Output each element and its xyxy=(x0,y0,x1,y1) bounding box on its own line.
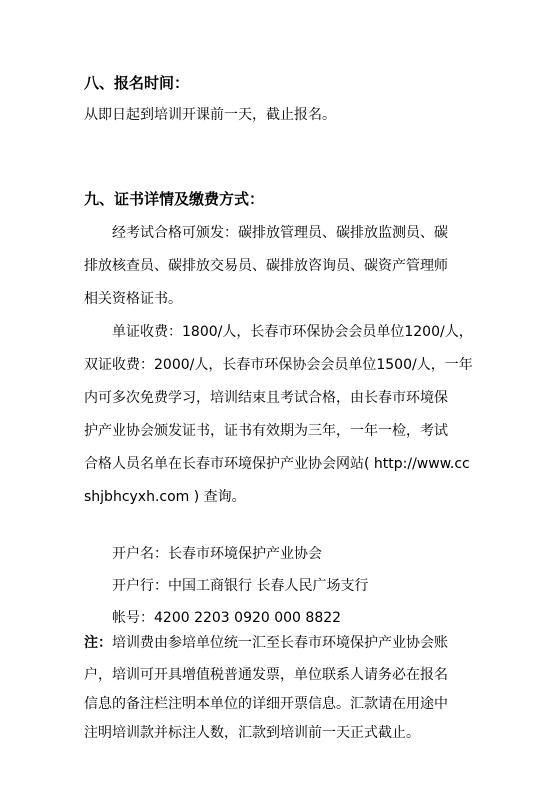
paragraph-line: 经考试合格可颁发：碳排放管理员、碳排放监测员、碳 xyxy=(112,225,448,241)
paragraph-line: 内可多次免费学习，培训结束且考试合格，由长春市环境保 xyxy=(84,390,448,406)
bank-name: 开户行：中国工商银行 长春人民广场支行 xyxy=(112,578,369,594)
paragraph-line: 合格人员名单在长春市环境保护产业协会网站( http://www.cc xyxy=(84,456,470,472)
account-number: 帐号：4200 2203 0920 000 8822 xyxy=(112,610,342,626)
note-line: 户，培训可开具增值税普通发票，单位联系人请务必在报名 xyxy=(84,667,448,683)
note-label: 注： xyxy=(84,635,112,651)
paragraph-line: 排放核查员、碳排放交易员、碳排放咨询员、碳资产管理师 xyxy=(84,258,448,274)
section-9-heading: 九、证书详情及缴费方式： xyxy=(84,190,265,208)
paragraph-line: 护产业协会颁发证书，证书有效期为三年，一年一检，考试 xyxy=(84,423,448,439)
note-line: 注明培训款并标注人数，汇款到培训前一天正式截止。 xyxy=(84,725,420,741)
paragraph-line: 双证收费：2000/人，长春市环保协会会员单位1500/人，一年 xyxy=(84,357,473,373)
account-name: 开户名：长春市环境保护产业协会 xyxy=(112,546,322,562)
note-text: 培训费由参培单位统一汇至长春市环境保护产业协会账 xyxy=(112,635,448,651)
section-8-heading: 八、报名时间： xyxy=(84,74,190,92)
paragraph-line: 相关资格证书。 xyxy=(84,291,182,307)
paragraph-line: shjbhcyxh.com ) 查询。 xyxy=(84,489,246,505)
note-line: 信息的备注栏注明本单位的详细开票信息。汇款请在用途中 xyxy=(84,696,448,712)
section-8-text: 从即日起到培训开课前一天，截止报名。 xyxy=(84,107,336,123)
note-line xyxy=(84,632,448,652)
paragraph-line: 单证收费：1800/人，长春市环保协会会员单位1200/人， xyxy=(112,324,473,340)
